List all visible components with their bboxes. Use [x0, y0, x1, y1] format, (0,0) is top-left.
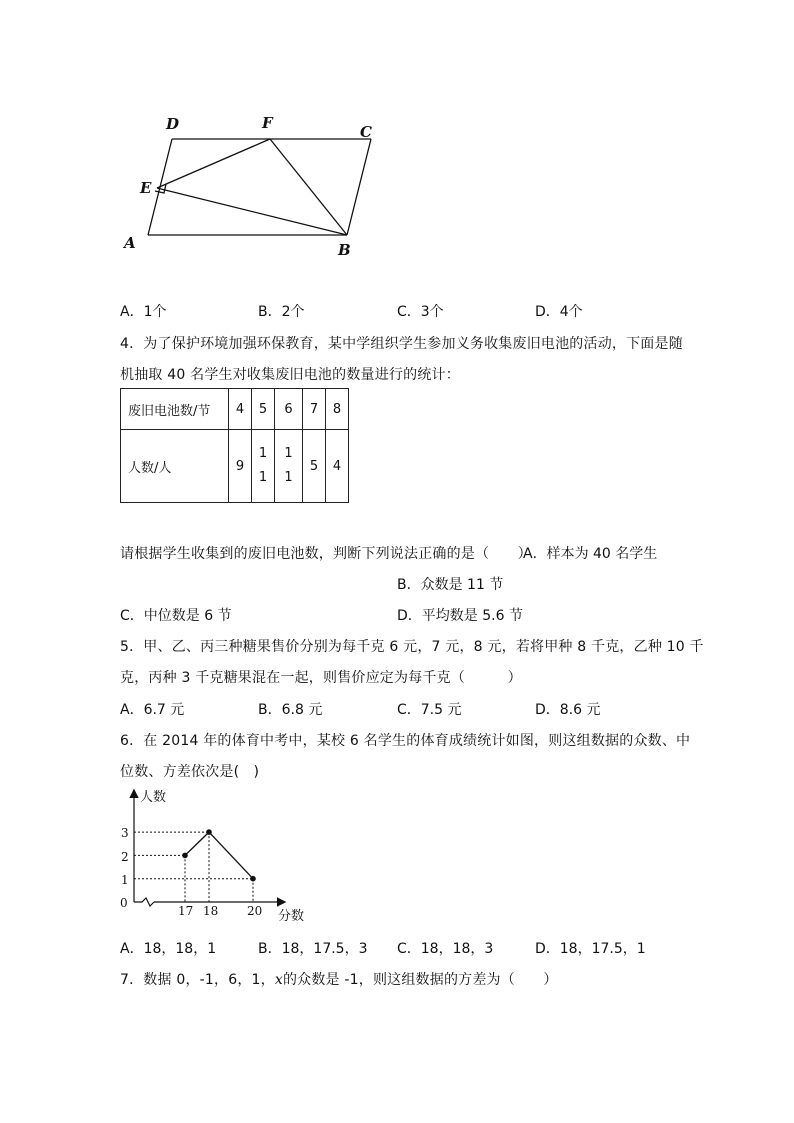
table-cell: 9: [229, 430, 252, 503]
q3-option-a: A．1个: [120, 304, 167, 320]
y-tick-label-1: 1: [121, 873, 129, 887]
q5-option-d: D．8.6 元: [535, 702, 601, 718]
q6-option-b: B．18，17.5，3: [258, 941, 368, 957]
q4-stem-line2: 机抽取 40 名学生对收集废旧电池的数量进行的统计：: [120, 367, 460, 383]
x-axis-label: 分数: [278, 909, 305, 924]
data-point: [182, 853, 188, 859]
q3-option-d: D．4个: [535, 304, 583, 320]
table-cell-digit: 1: [258, 470, 268, 485]
table-header-people: 人数/人: [121, 430, 229, 503]
parallelogram-figure: [120, 110, 390, 260]
q4-option-b: B．众数是 11 节: [397, 577, 504, 593]
x-tick-label-17: 17: [178, 904, 194, 918]
y-axis-label: 人数: [140, 790, 167, 805]
q6-stem-line2: 位数、方差依次是( ): [120, 764, 260, 780]
table-cell: 4: [326, 430, 349, 503]
table-cell: 4: [229, 389, 252, 430]
q5-option-a: A．6.7 元: [120, 702, 185, 718]
q6-option-d: D．18，17.5，1: [535, 941, 646, 957]
q5-option-c: C．7.5 元: [397, 702, 462, 718]
data-point: [250, 876, 256, 882]
x-tick-label-20: 20: [247, 904, 263, 918]
q3-option-c: C．3个: [397, 304, 444, 320]
battery-stats-table: [120, 388, 349, 503]
q7-stem: [120, 969, 558, 989]
q6-option-c: C．18，18，3: [397, 941, 494, 957]
series-line: [185, 832, 253, 879]
table-cell-digit: 1: [284, 470, 293, 485]
label-a: A: [124, 234, 136, 252]
table-cell: 5: [303, 430, 326, 503]
table-row: [121, 389, 349, 430]
q7-stem-after: 的众数是 -1，则这组数据的方差为（ ）: [282, 972, 558, 988]
x-axis-break: [134, 898, 154, 906]
q4-question: 请根据学生收集到的废旧电池数，判断下列说法正确的是（ ）: [120, 546, 532, 562]
segment-bc: [347, 139, 371, 235]
table-cell: [252, 430, 275, 503]
x-tick-label-18: 18: [203, 904, 219, 918]
q6-option-a: A．18，18，1: [120, 941, 217, 957]
label-e: E: [140, 179, 152, 197]
q7-variable-x: x: [274, 972, 283, 988]
y-tick-label-0: 0: [120, 896, 128, 910]
table-cell: [275, 430, 303, 503]
table-cell-digit: 1: [284, 446, 293, 461]
segment-eb: [157, 188, 347, 235]
data-point: [206, 829, 212, 835]
segment-ef: [157, 139, 270, 188]
label-b: B: [338, 241, 351, 259]
q5-stem-line1: 5．甲、乙、丙三种糖果售价分别为每千克 6 元，7 元，8 元，若将甲种 8 千克，乙种 10 千: [120, 639, 704, 655]
q3-option-b: B．2个: [258, 304, 305, 320]
q4-option-d: D．平均数是 5.6 节: [397, 608, 523, 624]
table-cell-digit: 1: [258, 446, 268, 461]
table-cell: 7: [303, 389, 326, 430]
label-f: F: [262, 114, 273, 132]
q5-option-b: B．6.8 元: [258, 702, 323, 718]
y-tick-label-3: 3: [121, 826, 129, 840]
table-cell: 5: [252, 389, 275, 430]
table-cell: 6: [275, 389, 303, 430]
label-d: D: [166, 115, 180, 133]
segment-fb: [270, 139, 347, 235]
table-header-battery: 废旧电池数/节: [121, 389, 229, 430]
q4-option-c: C．中位数是 6 节: [120, 608, 232, 624]
table-row: [121, 430, 349, 503]
label-c: C: [360, 123, 372, 141]
score-line-chart: [112, 785, 322, 930]
q4-stem-line1: 4．为了保护环境加强环保教育，某中学组织学生参加义务收集废旧电池的活动，下面是随: [120, 336, 683, 352]
q6-stem-line1: 6．在 2014 年的体育中考中，某校 6 名学生的体育成绩统计如图，则这组数据的众数、中: [120, 733, 691, 749]
q4-option-a: A．样本为 40 名学生: [523, 546, 658, 562]
q7-stem-before: 7．数据 0，-1，6，1，: [120, 972, 275, 988]
y-tick-label-2: 2: [121, 850, 129, 864]
q5-stem-line2: 克，丙种 3 千克糖果混在一起，则售价应定为每千克（ ）: [120, 670, 522, 686]
table-cell: 8: [326, 389, 349, 430]
